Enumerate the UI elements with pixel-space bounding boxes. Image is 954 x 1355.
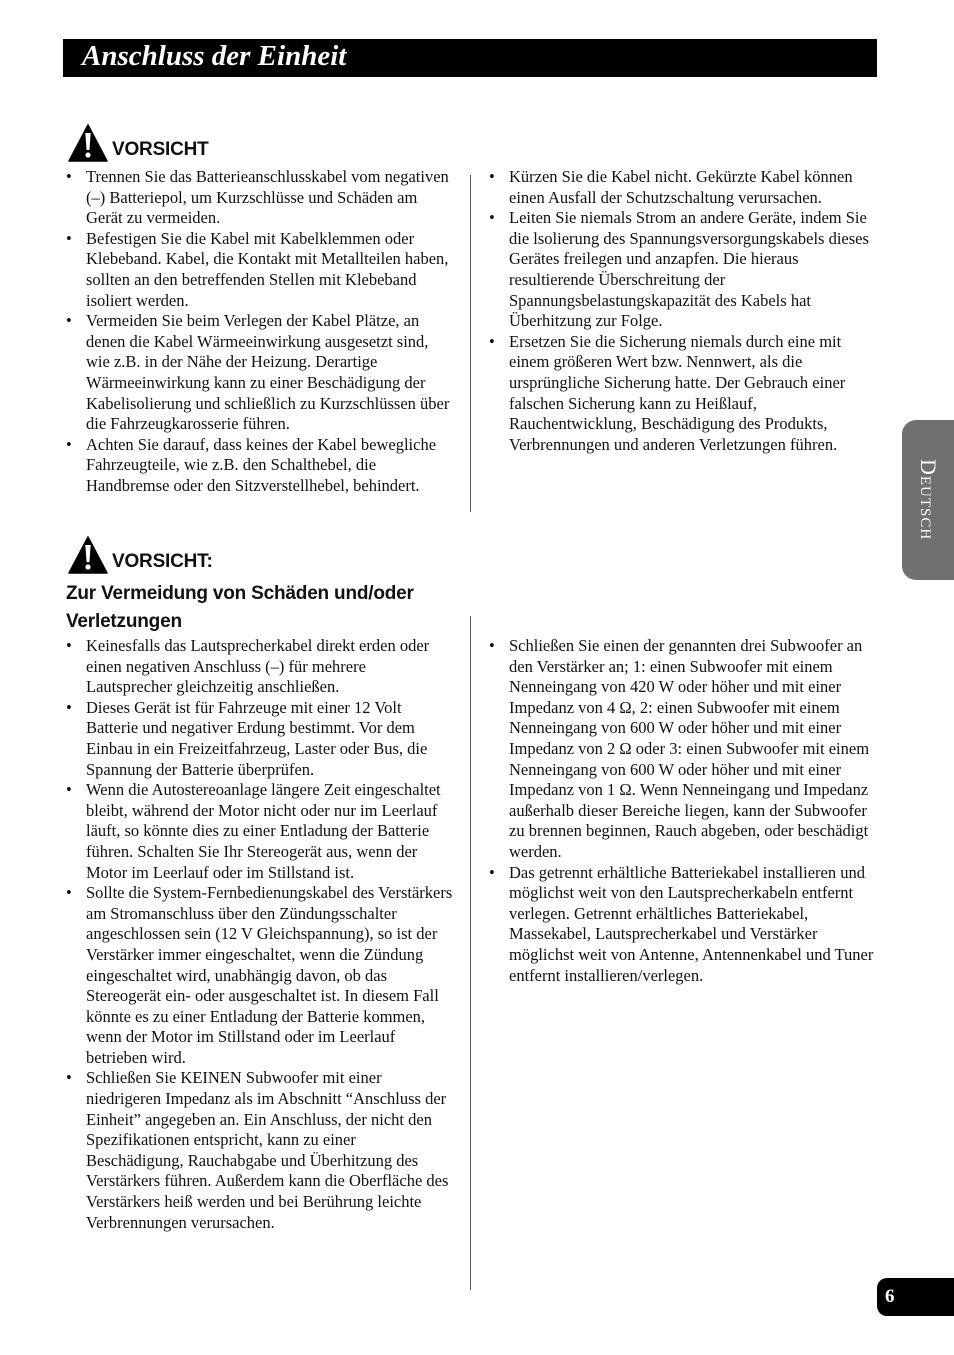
page-number-tab (877, 1278, 954, 1316)
list-item: • Vermeiden Sie beim Verlegen der Kabel Plätze, an denen die Kabel Wärmeeinwirkung ausgesetzt sind, wie z.B. in der Nähe der Heizung. Derartige Wärmeeinwirkung kann zu einer Beschädigung der Kabelisolierung und schließlich zu Kurzschlüssen über die Fahrzeugkarosserie führen. (66, 311, 456, 435)
damage-list-left (66, 636, 456, 1233)
list-item: • Leiten Sie niemals Strom an andere Geräte, indem Sie die lsolierung des Spannungsversorgungskabels dieses Gerätes freilegen und anzapfen. Die hieraus resultierende Überschreitung der Spannungsbelastungskapazität des Kabels hat Überhitzung zur Folge. (489, 208, 874, 332)
warning-triangle-icon (68, 124, 108, 162)
list-item: • Keinesfalls das Lautsprecherkabel direkt erden oder einen negativen Anschluss (–) für mehrere Lautsprecher gleichzeitig anschließen. (66, 636, 456, 698)
list-item: • Befestigen Sie die Kabel mit Kabelklemmen oder Klebeband. Kabel, die Kontakt mit Metallteilen haben, sollten an den betreffenden Stellen mit Klebeband isoliert werden. (66, 229, 456, 311)
list-item: • Achten Sie darauf, dass keines der Kabel bewegliche Fahrzeugteile, wie z.B. den Schalthebel, die Handbremse oder den Sitzverstellhebel, behindert. (66, 435, 456, 497)
list-item: • Kürzen Sie die Kabel nicht. Gekürzte Kabel können einen Ausfall der Schutzschaltung verursachen. (489, 167, 874, 208)
list-item: • Schließen Sie KEINEN Subwoofer mit einer niedrigeren Impedanz als im Abschnitt “Anschluss der Einheit” angegeben an. Ein Anschluss, der nicht den Spezifikationen entspricht, kann zu einer Beschädigung, Rauchabgabe und Überhitzung des Verstärkers führen. Außerdem kann die Oberfläche des Verstärkers heiß werden und bei Berührung leichte Verbrennungen verursachen. (66, 1068, 456, 1233)
column-divider (470, 175, 471, 512)
list-item: • Schließen Sie einen der genannten drei Subwoofer an den Verstärker an; 1: einen Subwoofer mit einem Nenneingang von 420 W oder höher und mit einer Impedanz von 4 Ω, 2: einen Subwoofer mit einem Nenneingang von 600 W oder höher und mit einer Impedanz von 2 Ω oder 3: einen Subwoofer mit einem Nenneingang von 600 W oder höher und mit einer Impedanz von 1 Ω. Wenn Nenneingang und Impedanz außerhalb dieser Bereiche liegen, kann der Subwoofer zu brennen beginnen, Rauch abgeben, oder beschädigt werden. (489, 636, 874, 863)
caution-heading-2 (68, 536, 213, 574)
language-tab-label: Deutsch (916, 459, 941, 541)
column-divider (470, 616, 471, 1290)
list-item: • Das getrennt erhältliche Batteriekabel installieren und möglichst weit von den Lautsprecherkabeln entfernt verlegen. Getrennt erhältliches Batteriekabel, Massekabel, Lautsprecherkabel und Verstärker möglichst weit von Antenne, Antennenkabel und Tuner entfernt installieren/verlegen. (489, 863, 874, 987)
page-title-bar (63, 39, 877, 77)
caution-list-right (489, 167, 874, 455)
caution-heading-1 (68, 124, 209, 162)
caution-heading-text: VORSICHT: (112, 551, 213, 572)
language-tab (902, 420, 954, 580)
list-item: • Trennen Sie das Batterieanschlusskabel vom negativen (–) Batteriepol, um Kurzschlüsse und Schäden am Gerät zu vermeiden. (66, 167, 456, 229)
list-item: • Sollte die System-Fernbedienungskabel des Verstärkers am Stromanschluss über den Zündungsschalter angeschlossen sein (12 V Gleichspannung), so ist der Verstärker immer eingeschaltet, wenn die Zündung eingeschaltet wird, unabhängig davon, ob das Stereogerät ein- oder ausgeschaltet ist. In diesem Fall könnte es zu einer Entladung der Batterie kommen, wenn der Motor im Stillstand oder im Leerlauf betrieben wird. (66, 883, 456, 1068)
caution-heading-text: VORSICHT (112, 139, 209, 160)
page-number: 6 (885, 1286, 895, 1307)
warning-triangle-icon (68, 536, 108, 574)
caution-subheading: Zur Vermeidung von Schäden und/oder Verletzungen (66, 583, 414, 632)
caution-list-left (66, 167, 456, 497)
damage-list-right (489, 636, 874, 986)
list-item: • Dieses Gerät ist für Fahrzeuge mit einer 12 Volt Batterie und negativer Erdung bestimmt. Vor dem Einbau in ein Freizeitfahrzeug, Laster oder Bus, die Spannung der Batterie überprüfen. (66, 698, 456, 780)
list-item: • Wenn die Autostereoanlage längere Zeit eingeschaltet bleibt, während der Motor nicht oder nur im Leerlauf läuft, so könnte dies zu einer Entladung der Batterie führen. Schalten Sie Ihr Stereogerät aus, wenn der Motor im Leerlauf oder im Stillstand ist. (66, 780, 456, 883)
page-title: Anschluss der Einheit (82, 40, 347, 72)
list-item: • Ersetzen Sie die Sicherung niemals durch eine mit einem größeren Wert bzw. Nennwert, als die ursprüngliche Sicherung hatte. Der Gebrauch einer falschen Sicherung kann zu Heißlauf, Rauchentwicklung, Beschädigung des Produkts, Verbrennungen und anderen Verletzungen führen. (489, 332, 874, 456)
